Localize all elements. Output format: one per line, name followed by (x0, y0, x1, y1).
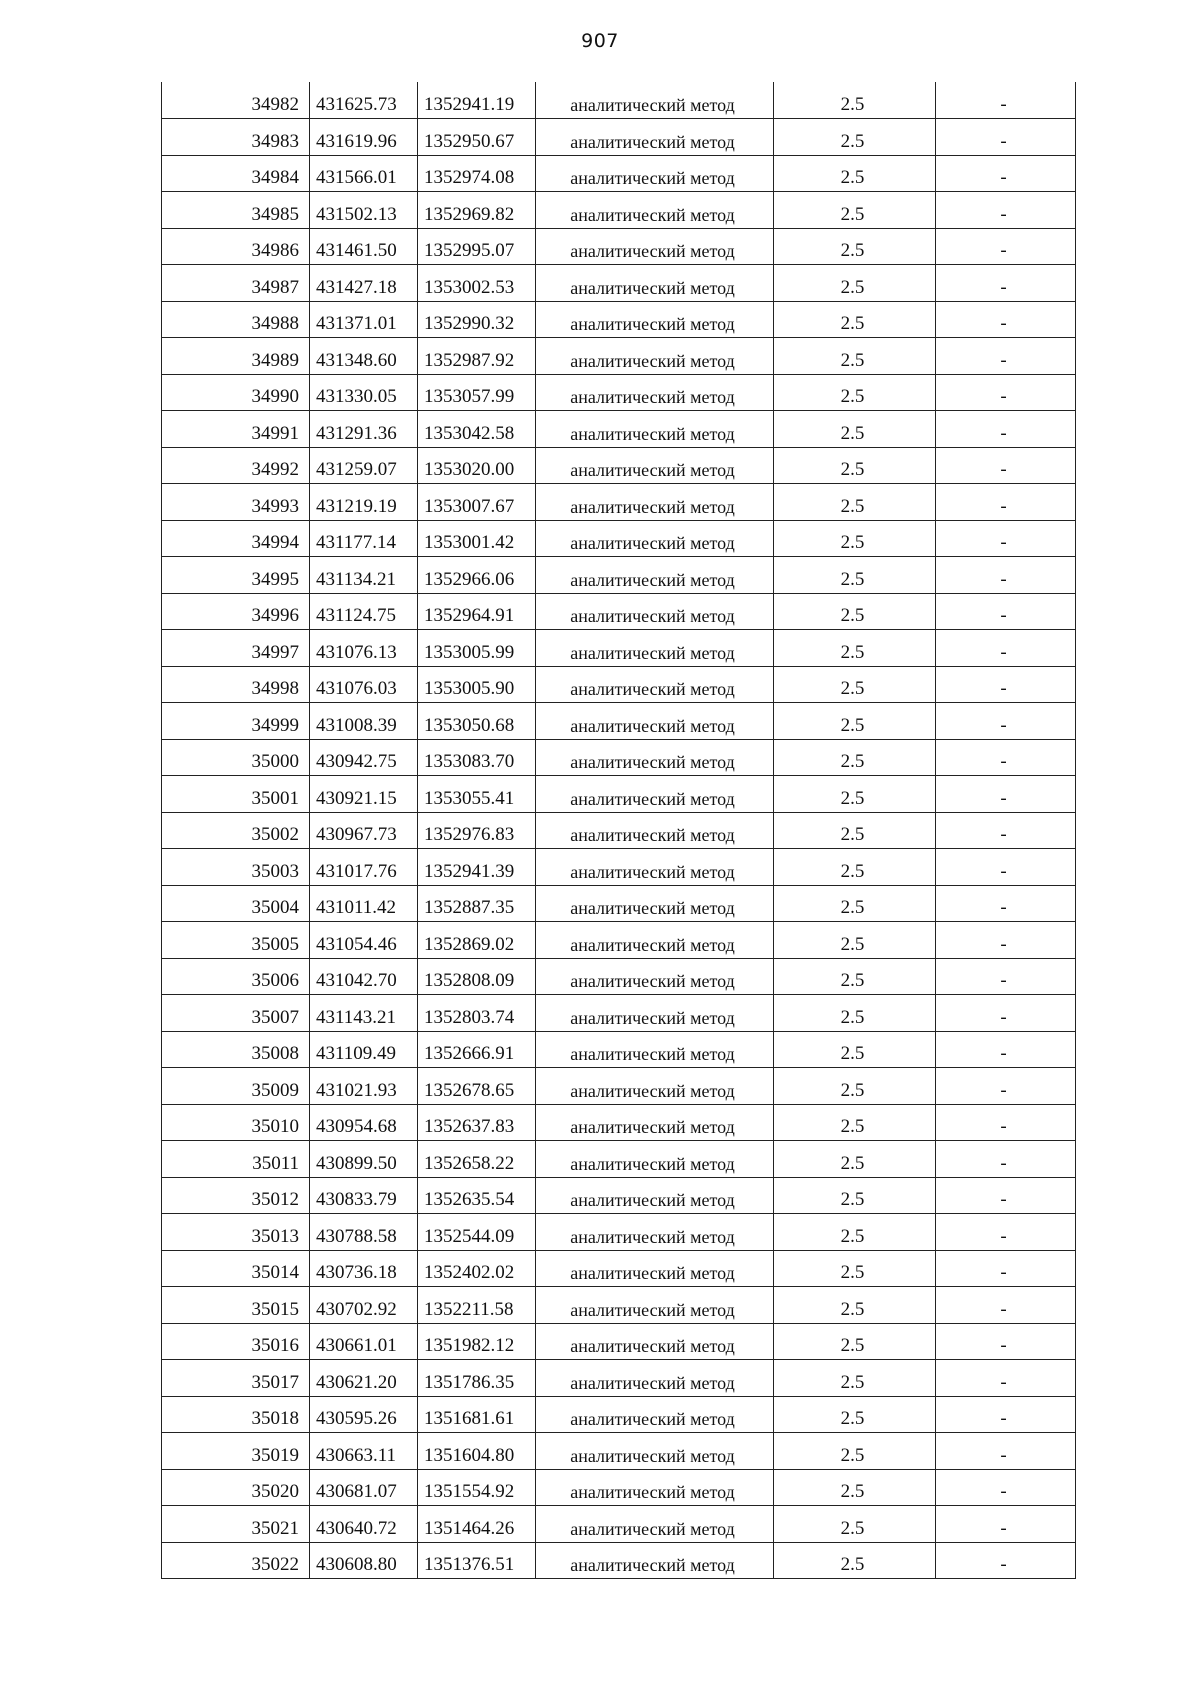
accuracy-cell: 2.5 (774, 1469, 936, 1506)
x-coordinate-cell: 431330.05 (310, 374, 418, 411)
x-coordinate-cell: 431625.73 (310, 82, 418, 119)
note-cell: - (936, 192, 1076, 229)
point-number-cell: 35017 (162, 1360, 310, 1397)
note-cell: - (936, 666, 1076, 703)
note-cell: - (936, 520, 1076, 557)
accuracy-cell: 2.5 (774, 1360, 936, 1397)
method-cell: аналитический метод (536, 192, 774, 229)
note-cell: - (936, 301, 1076, 338)
point-number-cell: 34989 (162, 338, 310, 375)
x-coordinate-cell: 430681.07 (310, 1469, 418, 1506)
x-coordinate-cell: 431109.49 (310, 1031, 418, 1068)
y-coordinate-cell: 1352964.91 (418, 593, 536, 630)
method-cell: аналитический метод (536, 119, 774, 156)
method-cell: аналитический метод (536, 885, 774, 922)
table-row (162, 119, 1076, 156)
y-coordinate-cell: 1352635.54 (418, 1177, 536, 1214)
x-coordinate-cell: 431348.60 (310, 338, 418, 375)
table-row (162, 447, 1076, 484)
y-coordinate-cell: 1352869.02 (418, 922, 536, 959)
point-number-cell: 34993 (162, 484, 310, 521)
accuracy-cell: 2.5 (774, 1542, 936, 1579)
accuracy-cell: 2.5 (774, 228, 936, 265)
method-cell: аналитический метод (536, 1250, 774, 1287)
y-coordinate-cell: 1353055.41 (418, 776, 536, 813)
accuracy-cell: 2.5 (774, 301, 936, 338)
table-row (162, 922, 1076, 959)
y-coordinate-cell: 1352941.19 (418, 82, 536, 119)
x-coordinate-cell: 431461.50 (310, 228, 418, 265)
point-number-cell: 35009 (162, 1068, 310, 1105)
x-coordinate-cell: 430833.79 (310, 1177, 418, 1214)
x-coordinate-cell: 430595.26 (310, 1396, 418, 1433)
note-cell: - (936, 1323, 1076, 1360)
method-cell: аналитический метод (536, 1360, 774, 1397)
point-number-cell: 34986 (162, 228, 310, 265)
y-coordinate-cell: 1352987.92 (418, 338, 536, 375)
x-coordinate-cell: 431134.21 (310, 557, 418, 594)
accuracy-cell: 2.5 (774, 1506, 936, 1543)
table-row (162, 1104, 1076, 1141)
table-row (162, 1433, 1076, 1470)
note-cell: - (936, 484, 1076, 521)
table-row (162, 82, 1076, 119)
point-number-cell: 34994 (162, 520, 310, 557)
note-cell: - (936, 1031, 1076, 1068)
method-cell: аналитический метод (536, 666, 774, 703)
point-number-cell: 34984 (162, 155, 310, 192)
table-row (162, 411, 1076, 448)
x-coordinate-cell: 430788.58 (310, 1214, 418, 1251)
y-coordinate-cell: 1351681.61 (418, 1396, 536, 1433)
note-cell: - (936, 228, 1076, 265)
coordinates-table-body (162, 82, 1076, 1579)
accuracy-cell: 2.5 (774, 995, 936, 1032)
accuracy-cell: 2.5 (774, 119, 936, 156)
method-cell: аналитический метод (536, 1141, 774, 1178)
x-coordinate-cell: 431008.39 (310, 703, 418, 740)
page-number: 907 (581, 30, 619, 52)
y-coordinate-cell: 1351982.12 (418, 1323, 536, 1360)
coordinates-table (161, 82, 1076, 1579)
accuracy-cell: 2.5 (774, 776, 936, 813)
accuracy-cell: 2.5 (774, 1250, 936, 1287)
y-coordinate-cell: 1353007.67 (418, 484, 536, 521)
table-row (162, 703, 1076, 740)
note-cell: - (936, 593, 1076, 630)
table-row (162, 593, 1076, 630)
method-cell: аналитический метод (536, 1068, 774, 1105)
point-number-cell: 35012 (162, 1177, 310, 1214)
table-row (162, 520, 1076, 557)
table-row (162, 1214, 1076, 1251)
y-coordinate-cell: 1353057.99 (418, 374, 536, 411)
x-coordinate-cell: 430702.92 (310, 1287, 418, 1324)
point-number-cell: 35018 (162, 1396, 310, 1433)
note-cell: - (936, 1542, 1076, 1579)
method-cell: аналитический метод (536, 228, 774, 265)
table-row (162, 739, 1076, 776)
y-coordinate-cell: 1352974.08 (418, 155, 536, 192)
note-cell: - (936, 630, 1076, 667)
y-coordinate-cell: 1353005.99 (418, 630, 536, 667)
x-coordinate-cell: 431371.01 (310, 301, 418, 338)
accuracy-cell: 2.5 (774, 922, 936, 959)
y-coordinate-cell: 1352402.02 (418, 1250, 536, 1287)
accuracy-cell: 2.5 (774, 593, 936, 630)
method-cell: аналитический метод (536, 338, 774, 375)
point-number-cell: 34990 (162, 374, 310, 411)
point-number-cell: 34998 (162, 666, 310, 703)
point-number-cell: 35001 (162, 776, 310, 813)
point-number-cell: 34991 (162, 411, 310, 448)
table-row (162, 1031, 1076, 1068)
point-number-cell: 35016 (162, 1323, 310, 1360)
y-coordinate-cell: 1352887.35 (418, 885, 536, 922)
point-number-cell: 35007 (162, 995, 310, 1032)
x-coordinate-cell: 430921.15 (310, 776, 418, 813)
point-number-cell: 34988 (162, 301, 310, 338)
note-cell: - (936, 265, 1076, 302)
y-coordinate-cell: 1351786.35 (418, 1360, 536, 1397)
y-coordinate-cell: 1352544.09 (418, 1214, 536, 1251)
y-coordinate-cell: 1352950.67 (418, 119, 536, 156)
table-row (162, 1396, 1076, 1433)
x-coordinate-cell: 430663.11 (310, 1433, 418, 1470)
note-cell: - (936, 849, 1076, 886)
note-cell: - (936, 374, 1076, 411)
x-coordinate-cell: 431177.14 (310, 520, 418, 557)
point-number-cell: 35014 (162, 1250, 310, 1287)
y-coordinate-cell: 1353020.00 (418, 447, 536, 484)
point-number-cell: 35005 (162, 922, 310, 959)
y-coordinate-cell: 1353001.42 (418, 520, 536, 557)
point-number-cell: 35022 (162, 1542, 310, 1579)
point-number-cell: 35010 (162, 1104, 310, 1141)
accuracy-cell: 2.5 (774, 1068, 936, 1105)
point-number-cell: 35006 (162, 958, 310, 995)
y-coordinate-cell: 1352969.82 (418, 192, 536, 229)
y-coordinate-cell: 1351554.92 (418, 1469, 536, 1506)
table-row (162, 557, 1076, 594)
accuracy-cell: 2.5 (774, 520, 936, 557)
table-row (162, 1287, 1076, 1324)
note-cell: - (936, 1068, 1076, 1105)
method-cell: аналитический метод (536, 922, 774, 959)
y-coordinate-cell: 1352976.83 (418, 812, 536, 849)
accuracy-cell: 2.5 (774, 374, 936, 411)
accuracy-cell: 2.5 (774, 447, 936, 484)
y-coordinate-cell: 1353042.58 (418, 411, 536, 448)
table-row (162, 1323, 1076, 1360)
table-row (162, 666, 1076, 703)
x-coordinate-cell: 431427.18 (310, 265, 418, 302)
point-number-cell: 34985 (162, 192, 310, 229)
note-cell: - (936, 1433, 1076, 1470)
x-coordinate-cell: 431219.19 (310, 484, 418, 521)
x-coordinate-cell: 431124.75 (310, 593, 418, 630)
x-coordinate-cell: 430942.75 (310, 739, 418, 776)
x-coordinate-cell: 431291.36 (310, 411, 418, 448)
accuracy-cell: 2.5 (774, 155, 936, 192)
y-coordinate-cell: 1353005.90 (418, 666, 536, 703)
note-cell: - (936, 1469, 1076, 1506)
table-row (162, 155, 1076, 192)
accuracy-cell: 2.5 (774, 630, 936, 667)
x-coordinate-cell: 430640.72 (310, 1506, 418, 1543)
method-cell: аналитический метод (536, 703, 774, 740)
y-coordinate-cell: 1352995.07 (418, 228, 536, 265)
note-cell: - (936, 1250, 1076, 1287)
point-number-cell: 35000 (162, 739, 310, 776)
y-coordinate-cell: 1351604.80 (418, 1433, 536, 1470)
accuracy-cell: 2.5 (774, 1141, 936, 1178)
note-cell: - (936, 1287, 1076, 1324)
point-number-cell: 34995 (162, 557, 310, 594)
x-coordinate-cell: 431042.70 (310, 958, 418, 995)
accuracy-cell: 2.5 (774, 1287, 936, 1324)
point-number-cell: 35015 (162, 1287, 310, 1324)
method-cell: аналитический метод (536, 849, 774, 886)
note-cell: - (936, 119, 1076, 156)
accuracy-cell: 2.5 (774, 703, 936, 740)
note-cell: - (936, 1141, 1076, 1178)
method-cell: аналитический метод (536, 1542, 774, 1579)
point-number-cell: 35020 (162, 1469, 310, 1506)
table-row (162, 812, 1076, 849)
y-coordinate-cell: 1352803.74 (418, 995, 536, 1032)
point-number-cell: 35019 (162, 1433, 310, 1470)
y-coordinate-cell: 1352637.83 (418, 1104, 536, 1141)
table-row (162, 228, 1076, 265)
note-cell: - (936, 885, 1076, 922)
y-coordinate-cell: 1353083.70 (418, 739, 536, 776)
method-cell: аналитический метод (536, 1031, 774, 1068)
table-row (162, 1506, 1076, 1543)
note-cell: - (936, 411, 1076, 448)
accuracy-cell: 2.5 (774, 338, 936, 375)
note-cell: - (936, 1214, 1076, 1251)
point-number-cell: 35008 (162, 1031, 310, 1068)
accuracy-cell: 2.5 (774, 666, 936, 703)
method-cell: аналитический метод (536, 374, 774, 411)
y-coordinate-cell: 1352808.09 (418, 958, 536, 995)
x-coordinate-cell: 430899.50 (310, 1141, 418, 1178)
table-row (162, 192, 1076, 229)
x-coordinate-cell: 430608.80 (310, 1542, 418, 1579)
table-row (162, 484, 1076, 521)
y-coordinate-cell: 1352666.91 (418, 1031, 536, 1068)
method-cell: аналитический метод (536, 776, 774, 813)
table-row (162, 301, 1076, 338)
y-coordinate-cell: 1351376.51 (418, 1542, 536, 1579)
method-cell: аналитический метод (536, 1214, 774, 1251)
point-number-cell: 35013 (162, 1214, 310, 1251)
table-row (162, 849, 1076, 886)
point-number-cell: 35002 (162, 812, 310, 849)
method-cell: аналитический метод (536, 484, 774, 521)
method-cell: аналитический метод (536, 1177, 774, 1214)
note-cell: - (936, 812, 1076, 849)
method-cell: аналитический метод (536, 265, 774, 302)
method-cell: аналитический метод (536, 301, 774, 338)
y-coordinate-cell: 1352658.22 (418, 1141, 536, 1178)
accuracy-cell: 2.5 (774, 739, 936, 776)
accuracy-cell: 2.5 (774, 1104, 936, 1141)
table-row (162, 630, 1076, 667)
point-number-cell: 34983 (162, 119, 310, 156)
table-row (162, 374, 1076, 411)
method-cell: аналитический метод (536, 630, 774, 667)
x-coordinate-cell: 431054.46 (310, 922, 418, 959)
table-row (162, 1360, 1076, 1397)
table-row (162, 885, 1076, 922)
note-cell: - (936, 1396, 1076, 1433)
accuracy-cell: 2.5 (774, 812, 936, 849)
x-coordinate-cell: 431619.96 (310, 119, 418, 156)
x-coordinate-cell: 431017.76 (310, 849, 418, 886)
accuracy-cell: 2.5 (774, 1396, 936, 1433)
note-cell: - (936, 82, 1076, 119)
accuracy-cell: 2.5 (774, 885, 936, 922)
method-cell: аналитический метод (536, 739, 774, 776)
x-coordinate-cell: 431566.01 (310, 155, 418, 192)
point-number-cell: 34999 (162, 703, 310, 740)
y-coordinate-cell: 1352211.58 (418, 1287, 536, 1324)
accuracy-cell: 2.5 (774, 82, 936, 119)
note-cell: - (936, 1104, 1076, 1141)
method-cell: аналитический метод (536, 411, 774, 448)
y-coordinate-cell: 1352941.39 (418, 849, 536, 886)
method-cell: аналитический метод (536, 447, 774, 484)
note-cell: - (936, 155, 1076, 192)
accuracy-cell: 2.5 (774, 411, 936, 448)
note-cell: - (936, 447, 1076, 484)
accuracy-cell: 2.5 (774, 484, 936, 521)
x-coordinate-cell: 431011.42 (310, 885, 418, 922)
x-coordinate-cell: 430736.18 (310, 1250, 418, 1287)
x-coordinate-cell: 431143.21 (310, 995, 418, 1032)
x-coordinate-cell: 431259.07 (310, 447, 418, 484)
point-number-cell: 34987 (162, 265, 310, 302)
note-cell: - (936, 703, 1076, 740)
table-row (162, 995, 1076, 1032)
table-row (162, 1469, 1076, 1506)
note-cell: - (936, 1360, 1076, 1397)
method-cell: аналитический метод (536, 155, 774, 192)
point-number-cell: 34982 (162, 82, 310, 119)
method-cell: аналитический метод (536, 82, 774, 119)
point-number-cell: 35003 (162, 849, 310, 886)
table-row (162, 1250, 1076, 1287)
table-row (162, 1141, 1076, 1178)
method-cell: аналитический метод (536, 1323, 774, 1360)
table-row (162, 1177, 1076, 1214)
table-row (162, 776, 1076, 813)
method-cell: аналитический метод (536, 1287, 774, 1324)
method-cell: аналитический метод (536, 812, 774, 849)
x-coordinate-cell: 430967.73 (310, 812, 418, 849)
table-row (162, 265, 1076, 302)
note-cell: - (936, 739, 1076, 776)
y-coordinate-cell: 1352990.32 (418, 301, 536, 338)
accuracy-cell: 2.5 (774, 958, 936, 995)
x-coordinate-cell: 431076.13 (310, 630, 418, 667)
note-cell: - (936, 1177, 1076, 1214)
method-cell: аналитический метод (536, 1469, 774, 1506)
point-number-cell: 34997 (162, 630, 310, 667)
table-row (162, 338, 1076, 375)
x-coordinate-cell: 431076.03 (310, 666, 418, 703)
table-row (162, 1542, 1076, 1579)
point-number-cell: 35021 (162, 1506, 310, 1543)
point-number-cell: 34992 (162, 447, 310, 484)
note-cell: - (936, 922, 1076, 959)
method-cell: аналитический метод (536, 557, 774, 594)
y-coordinate-cell: 1353050.68 (418, 703, 536, 740)
table-row (162, 1068, 1076, 1105)
method-cell: аналитический метод (536, 1104, 774, 1141)
accuracy-cell: 2.5 (774, 265, 936, 302)
point-number-cell: 34996 (162, 593, 310, 630)
point-number-cell: 35011 (162, 1141, 310, 1178)
accuracy-cell: 2.5 (774, 557, 936, 594)
note-cell: - (936, 1506, 1076, 1543)
accuracy-cell: 2.5 (774, 1433, 936, 1470)
x-coordinate-cell: 431021.93 (310, 1068, 418, 1105)
note-cell: - (936, 776, 1076, 813)
accuracy-cell: 2.5 (774, 192, 936, 229)
method-cell: аналитический метод (536, 1433, 774, 1470)
x-coordinate-cell: 431502.13 (310, 192, 418, 229)
y-coordinate-cell: 1352678.65 (418, 1068, 536, 1105)
method-cell: аналитический метод (536, 520, 774, 557)
point-number-cell: 35004 (162, 885, 310, 922)
accuracy-cell: 2.5 (774, 1031, 936, 1068)
y-coordinate-cell: 1351464.26 (418, 1506, 536, 1543)
method-cell: аналитический метод (536, 1396, 774, 1433)
accuracy-cell: 2.5 (774, 1214, 936, 1251)
note-cell: - (936, 958, 1076, 995)
note-cell: - (936, 338, 1076, 375)
x-coordinate-cell: 430661.01 (310, 1323, 418, 1360)
method-cell: аналитический метод (536, 1506, 774, 1543)
x-coordinate-cell: 430954.68 (310, 1104, 418, 1141)
y-coordinate-cell: 1352966.06 (418, 557, 536, 594)
note-cell: - (936, 557, 1076, 594)
accuracy-cell: 2.5 (774, 849, 936, 886)
method-cell: аналитический метод (536, 593, 774, 630)
method-cell: аналитический метод (536, 958, 774, 995)
y-coordinate-cell: 1353002.53 (418, 265, 536, 302)
note-cell: - (936, 995, 1076, 1032)
accuracy-cell: 2.5 (774, 1323, 936, 1360)
accuracy-cell: 2.5 (774, 1177, 936, 1214)
x-coordinate-cell: 430621.20 (310, 1360, 418, 1397)
method-cell: аналитический метод (536, 995, 774, 1032)
table-row (162, 958, 1076, 995)
